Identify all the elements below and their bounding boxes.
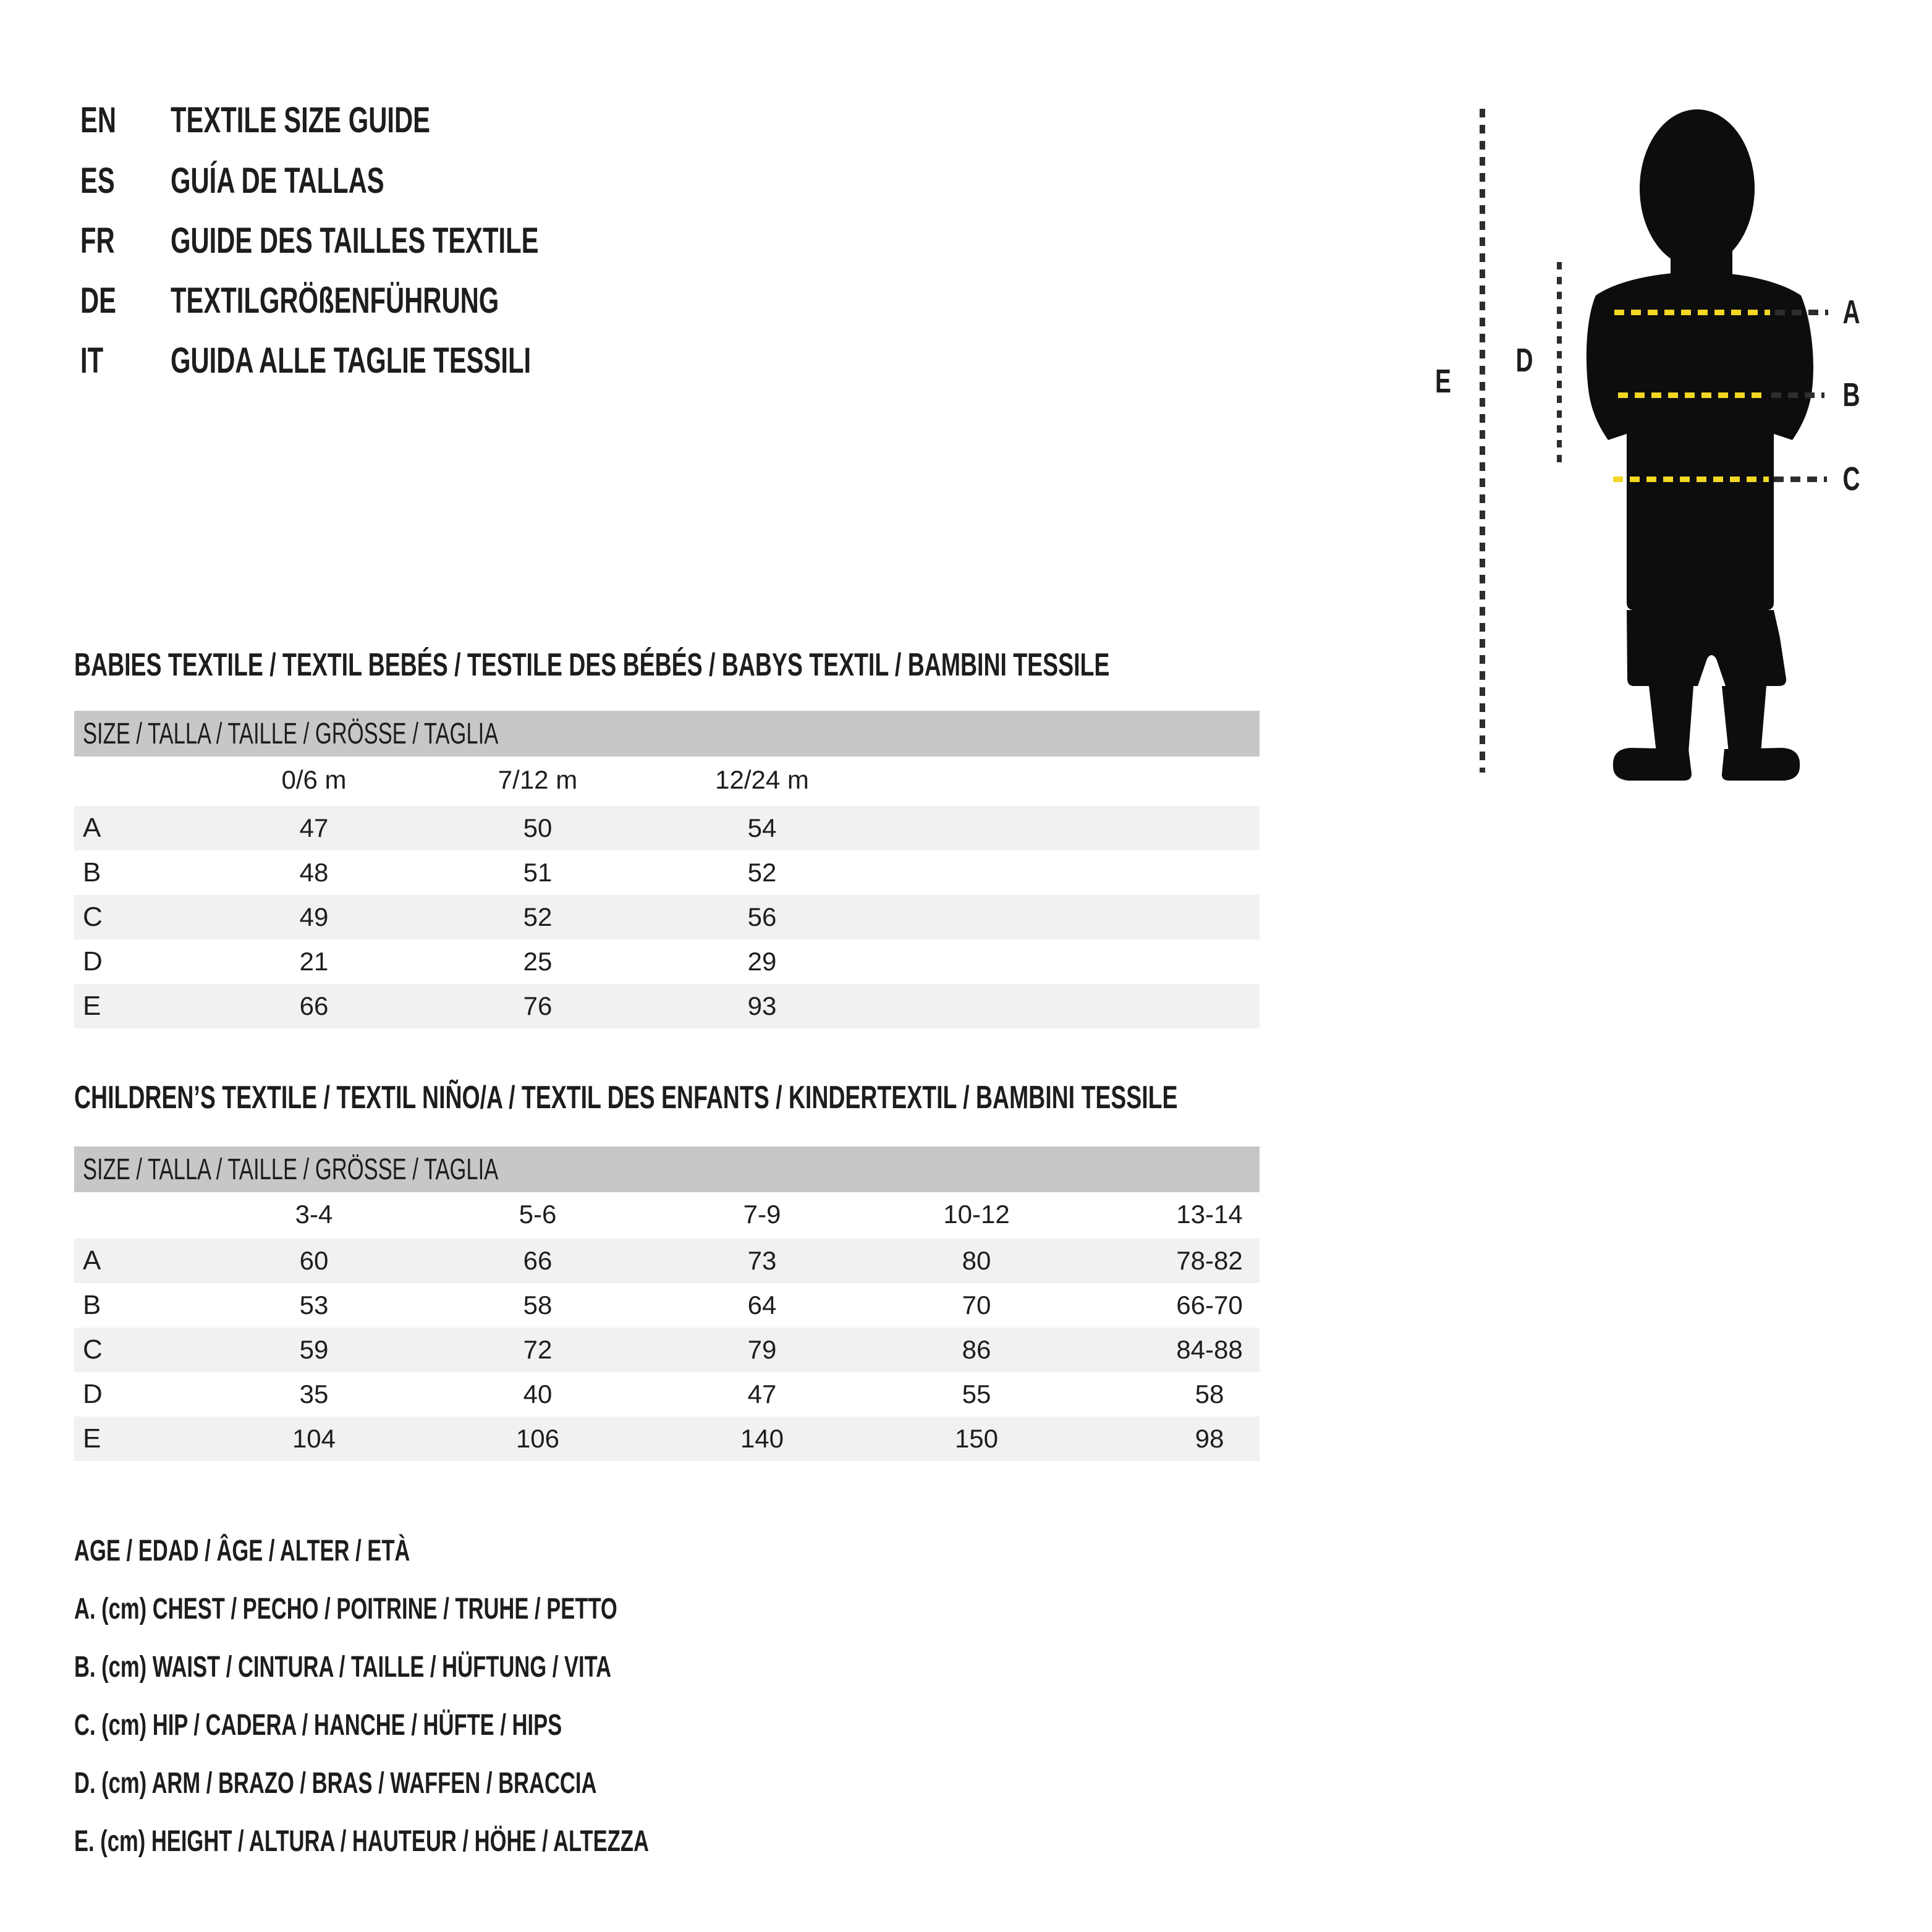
children-column-header-row — [74, 1192, 1260, 1237]
table-cell: 52 — [523, 902, 553, 931]
table-cell: 51 — [523, 858, 553, 887]
legend-waist: B. (cm) WAIST / CINTURA / TAILLE / HÜFTUNG / VITA — [74, 1651, 612, 1684]
table-cell: 86 — [962, 1335, 991, 1364]
children-column-header: 5-6 — [519, 1200, 557, 1229]
table-cell: 84-88 — [1176, 1335, 1243, 1364]
table-cell: 50 — [523, 813, 553, 842]
table-row — [74, 895, 1260, 939]
table-cell: 70 — [962, 1290, 991, 1320]
waist-measure-line-b-dark — [1771, 392, 1824, 398]
language-code: IT — [80, 341, 104, 381]
table-cell: 49 — [299, 902, 329, 931]
table-cell: 58 — [1195, 1379, 1224, 1409]
table-cell: 72 — [523, 1335, 553, 1364]
table-cell: 47 — [747, 1379, 777, 1409]
table-cell: 58 — [523, 1290, 553, 1320]
table-cell: 56 — [747, 902, 777, 931]
guide-title-de: TEXTILGRÖßENFÜHRUNG — [171, 281, 499, 321]
table-cell: 64 — [747, 1290, 777, 1320]
guide-title-fr: GUIDE DES TAILLES TEXTILE — [171, 221, 539, 261]
table-cell: 80 — [962, 1246, 991, 1275]
table-row — [74, 1328, 1260, 1372]
row-label: E — [83, 1423, 101, 1454]
legend-hip: C. (cm) HIP / CADERA / HANCHE / HÜFTE / HIPS — [74, 1709, 562, 1742]
table-cell: 106 — [515, 1424, 560, 1453]
table-cell: 66 — [299, 991, 329, 1020]
babies-size-header-label: SIZE / TALLA / TAILLE / GRÖSSE / TAGLIA — [83, 717, 499, 750]
language-code: ES — [80, 161, 115, 201]
row-label: C — [83, 1334, 103, 1365]
table-cell: 73 — [747, 1246, 777, 1275]
row-label: C — [83, 902, 103, 932]
legend-chest: A. (cm) CHEST / PECHO / POITRINE / TRUHE / PETTO — [74, 1593, 617, 1625]
table-cell: 140 — [740, 1424, 784, 1453]
legend-age: AGE / EDAD / ÂGE / ALTER / ETÀ — [74, 1535, 410, 1567]
table-cell: 35 — [299, 1379, 329, 1409]
table-cell: 29 — [747, 947, 777, 976]
row-label: A — [83, 813, 101, 843]
babies-size-header-bar — [74, 711, 1260, 756]
table-cell: 98 — [1195, 1424, 1224, 1453]
table-row — [74, 806, 1260, 850]
row-label: A — [83, 1245, 101, 1276]
guide-title-es: GUÍA DE TALLAS — [171, 161, 384, 201]
table-row — [74, 984, 1260, 1028]
figure-label-c: C — [1842, 460, 1860, 498]
waist-measure-line-b-yellow — [1618, 392, 1766, 398]
babies-section-title: BABIES TEXTILE / TEXTIL BEBÉS / TESTILE DES BÉBÉS / BABYS TEXTIL / BAMBINI TESSILE — [74, 647, 1110, 683]
language-code: FR — [80, 221, 115, 261]
row-label: B — [83, 1290, 101, 1320]
children-column-header: 3-4 — [295, 1200, 333, 1229]
babies-column-header: 0/6 m — [281, 765, 347, 794]
table-row — [74, 1417, 1260, 1461]
table-cell: 104 — [292, 1424, 336, 1453]
table-cell: 25 — [523, 947, 553, 976]
babies-column-header: 12/24 m — [715, 765, 809, 794]
chest-measure-line-a-dark — [1775, 310, 1828, 315]
table-cell: 76 — [523, 991, 553, 1020]
table-row — [74, 1372, 1260, 1417]
row-label: B — [83, 857, 101, 888]
table-cell: 78-82 — [1176, 1246, 1243, 1275]
table-cell: 60 — [299, 1246, 329, 1275]
figure-label-e: E — [1435, 363, 1451, 400]
children-column-header: 10-12 — [943, 1200, 1010, 1229]
row-label: D — [83, 1379, 103, 1409]
babies-column-header-row — [74, 758, 1260, 802]
table-cell: 47 — [299, 813, 329, 842]
table-cell: 55 — [962, 1379, 991, 1409]
row-label: D — [83, 946, 103, 977]
children-section-title: CHILDREN’S TEXTILE / TEXTIL NIÑO/A / TEXTIL DES ENFANTS / KINDERTEXTIL / BAMBINI TESSILE — [74, 1080, 1178, 1116]
children-size-header-bar — [74, 1146, 1260, 1192]
language-code: DE — [80, 281, 117, 321]
table-cell: 21 — [299, 947, 329, 976]
table-cell: 59 — [299, 1335, 329, 1364]
figure-label-d: D — [1515, 342, 1533, 379]
table-cell: 48 — [299, 858, 329, 887]
table-row — [74, 1283, 1260, 1328]
child-silhouette-figure — [1570, 99, 1829, 791]
legend-arm: D. (cm) ARM / BRAZO / BRAS / WAFFEN / BRACCIA — [74, 1767, 597, 1800]
table-cell: 79 — [747, 1335, 777, 1364]
children-column-header: 13-14 — [1176, 1200, 1243, 1229]
table-cell: 53 — [299, 1290, 329, 1320]
children-column-header: 7-9 — [743, 1200, 781, 1229]
row-label: E — [83, 991, 101, 1021]
figure-label-b: B — [1842, 376, 1860, 413]
table-cell: 93 — [747, 991, 777, 1020]
table-cell: 66-70 — [1176, 1290, 1243, 1320]
arm-measure-line-d — [1557, 262, 1562, 466]
table-row — [74, 850, 1260, 895]
table-row — [74, 1239, 1260, 1283]
table-row — [74, 939, 1260, 984]
figure-label-a: A — [1842, 294, 1860, 331]
language-code: EN — [80, 100, 117, 140]
children-size-header-label: SIZE / TALLA / TAILLE / GRÖSSE / TAGLIA — [83, 1153, 499, 1186]
table-cell: 66 — [523, 1246, 553, 1275]
chest-measure-line-a-yellow — [1614, 310, 1770, 315]
hip-measure-line-c-yellow — [1613, 477, 1769, 482]
table-cell: 52 — [747, 858, 777, 887]
legend-height: E. (cm) HEIGHT / ALTURA / HAUTEUR / HÖHE / ALTEZZA — [74, 1825, 649, 1858]
table-cell: 40 — [523, 1379, 553, 1409]
guide-title-it: GUIDA ALLE TAGLIE TESSILI — [171, 341, 532, 381]
table-cell: 54 — [747, 813, 777, 842]
table-cell: 150 — [954, 1424, 999, 1453]
hip-measure-line-c-dark — [1774, 477, 1827, 482]
babies-column-header: 7/12 m — [498, 765, 578, 794]
guide-title-en: TEXTILE SIZE GUIDE — [171, 100, 430, 140]
